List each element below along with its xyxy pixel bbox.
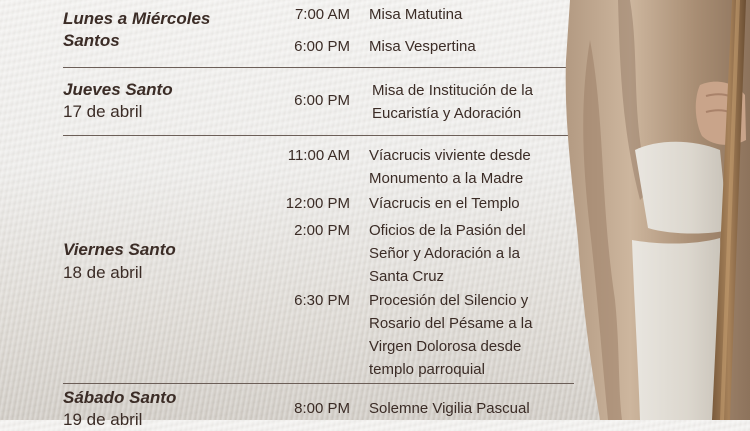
day-name: Jueves Santo: [63, 80, 173, 99]
day-name: Viernes Santo: [63, 240, 176, 259]
robed-figure-icon: [560, 0, 750, 420]
event-time: 6:00 PM: [294, 92, 350, 109]
day-name: [63, 8, 210, 52]
event-description: Misa Vespertina: [369, 38, 476, 55]
day-date: 18 de abril: [63, 263, 143, 282]
event-description: Víacrucis en el Templo: [369, 195, 520, 212]
event-description: Misa de Institución de la Eucaristía y Adoración: [372, 82, 533, 122]
event-time: 11:00 AM: [287, 147, 350, 164]
day-date: 17 de abril: [63, 102, 143, 121]
day-name-line: Santos: [63, 31, 120, 50]
event-description: Oficios de la Pasión del Señor y Adoración a la Santa Cruz: [369, 222, 526, 285]
event-description: Misa Matutina: [369, 6, 463, 23]
row-divider: [63, 67, 574, 68]
event-time: 6:30 PM: [294, 292, 350, 309]
event-time: 7:00 AM: [294, 6, 350, 23]
event-time: 12:00 PM: [285, 195, 350, 212]
day-name-line: Lunes a Miércoles: [63, 9, 211, 28]
event-description: Procesión del Silencio y Rosario del Pésame a la Virgen Dolorosa desde templo parroquial: [369, 292, 533, 378]
row-divider: [63, 135, 574, 136]
robed-figure-illustration: [560, 0, 750, 420]
event-time: 2:00 PM: [294, 222, 350, 239]
event-time: 6:00 PM: [294, 38, 350, 55]
day-date: 19 de abril: [63, 410, 143, 429]
row-divider: [63, 383, 574, 384]
event-description: Víacrucis viviente desde Monumento a la Madre: [369, 147, 531, 187]
event-description: Solemne Vigilia Pascual: [369, 400, 530, 417]
day-name: Sábado Santo: [63, 388, 177, 407]
event-time: 8:00 PM: [294, 400, 350, 417]
